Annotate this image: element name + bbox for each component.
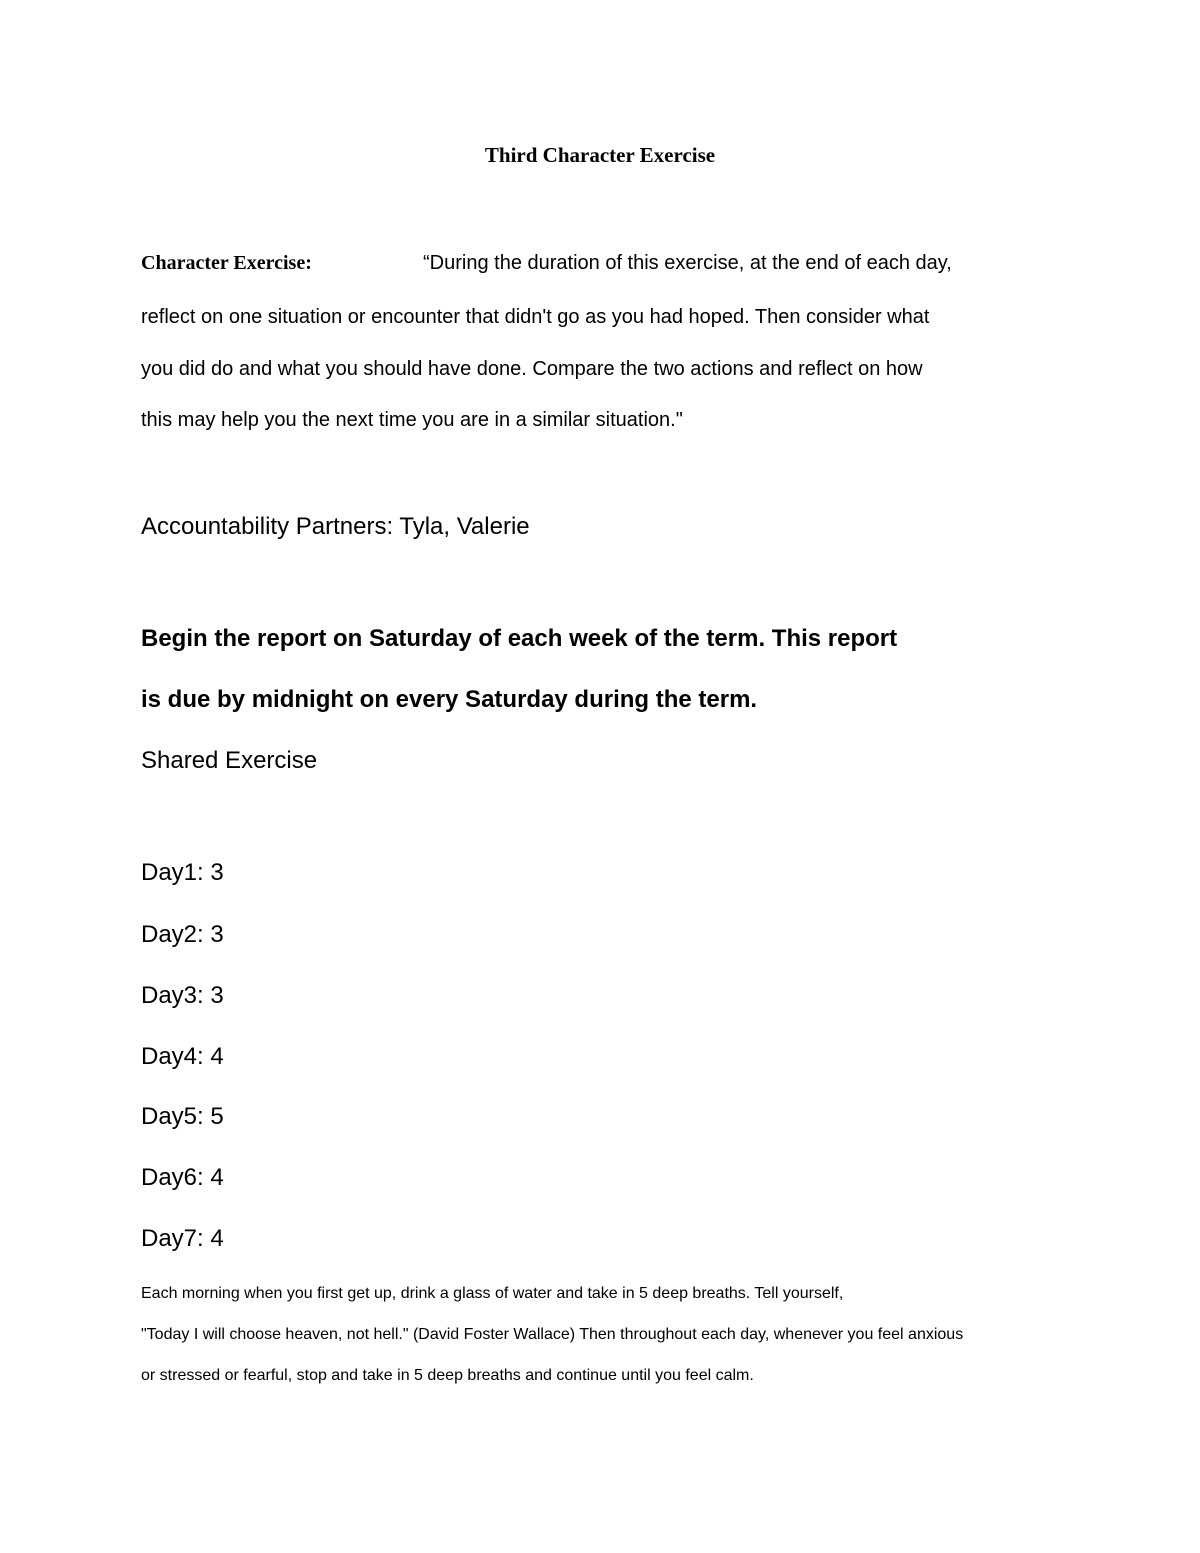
shared-exercise-heading: Shared Exercise — [141, 747, 318, 774]
exercise-text-line: reflect on one situation or encounter that didn't go as you had hoped. Then consider what — [141, 306, 930, 328]
footer-line: "Today I will choose heaven, not hell." (David Foster Wallace) Then throughout each day, whenever you feel anxious — [141, 1326, 964, 1343]
footer-line: Each morning when you first get up, drink a glass of water and take in 5 deep breaths. Tell yourself, — [141, 1285, 844, 1302]
day-entry: Day1: 3 — [141, 859, 224, 886]
accountability-partners: Accountability Partners: Tyla, Valerie — [141, 513, 530, 540]
exercise-text-line: “During the duration of this exercise, at the end of each day, — [423, 252, 952, 274]
document-title: Third Character Exercise — [484, 143, 716, 167]
day-entry: Day4: 4 — [141, 1043, 224, 1070]
day-entry: Day6: 4 — [141, 1164, 224, 1191]
exercise-text-line: this may help you the next time you are in a similar situation." — [141, 409, 683, 431]
day-entry: Day7: 4 — [141, 1225, 224, 1252]
instructions-line: Begin the report on Saturday of each week of the term. This report — [141, 625, 898, 652]
instructions-line: is due by midnight on every Saturday during the term. — [141, 686, 758, 713]
day-entry: Day2: 3 — [141, 921, 224, 948]
exercise-text-line: you did do and what you should have done. Compare the two actions and reflect on how — [141, 358, 923, 380]
day-entry: Day3: 3 — [141, 982, 224, 1009]
exercise-label: Character Exercise: — [141, 252, 312, 274]
day-entry: Day5: 5 — [141, 1103, 224, 1130]
footer-line: or stressed or fearful, stop and take in 5 deep breaths and continue until you feel calm. — [141, 1367, 754, 1384]
